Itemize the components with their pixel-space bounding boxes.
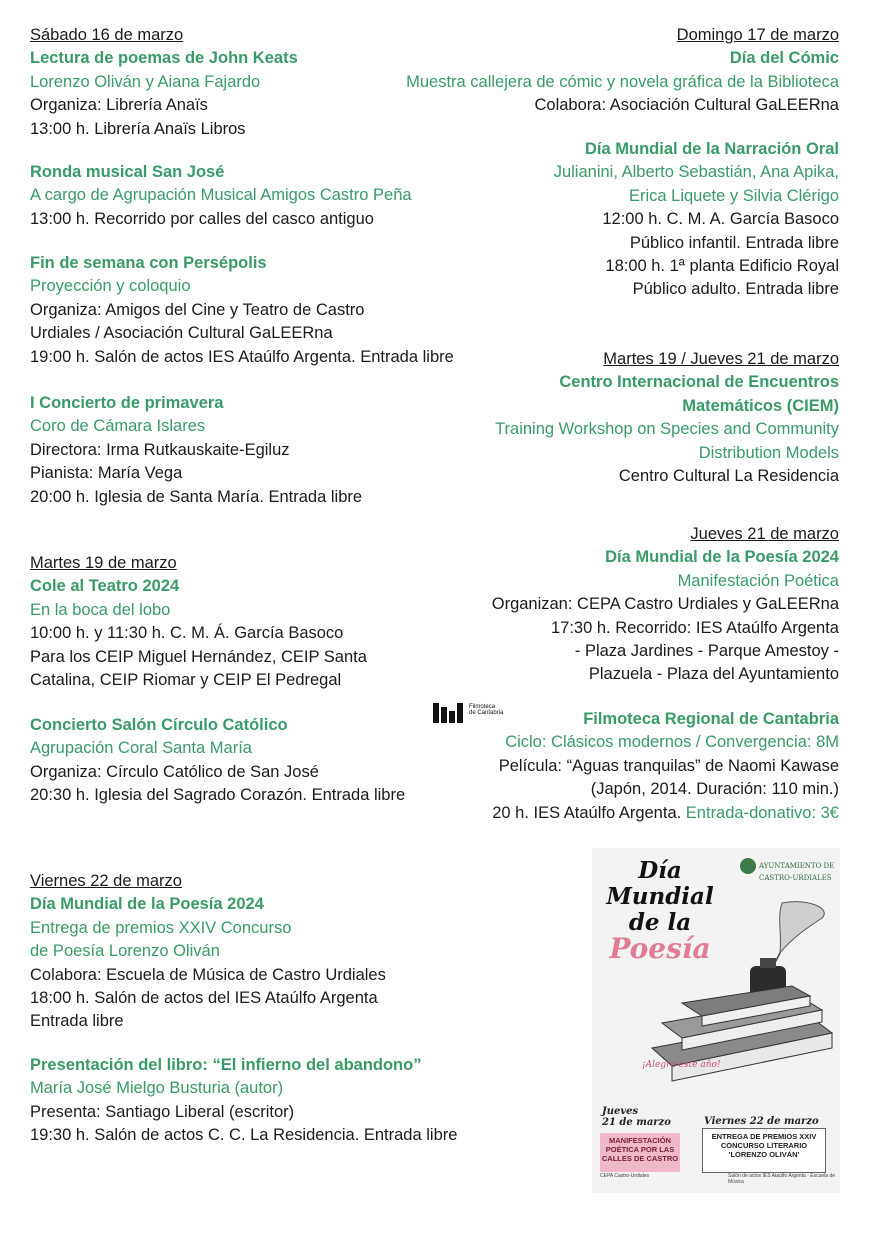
event-detail: 20:30 h. Iglesia del Sagrado Corazón. Entrada libre: [30, 786, 406, 805]
event-detail: 18:00 h. 1ª planta Edificio Royal: [605, 257, 839, 276]
event-title: Centro Internacional de Encuentros: [559, 373, 839, 392]
event-detail: Para los CEIP Miguel Hernández, CEIP Santa: [30, 647, 367, 666]
event-detail-text: 20 h. IES Ataúlfo Argenta.: [492, 803, 686, 822]
event-detail: Centro Cultural La Residencia: [618, 467, 839, 486]
event-title: Día Mundial de la Narración Oral: [585, 140, 839, 158]
event-title: Lectura de poemas de John Keats: [30, 49, 298, 68]
event-subtitle: Distribution Models: [698, 443, 839, 462]
date-heading: Jueves 21 de marzo: [690, 525, 839, 543]
event-detail: 10:00 h. y 11:30 h. C. M. Á. García Basoco: [30, 624, 344, 643]
event-detail: Entrada libre: [30, 1012, 124, 1031]
event-subtitle: Muestra callejera de cómic y novela gráfica de la Biblioteca: [406, 72, 839, 91]
event-detail: Público adulto. Entrada libre: [632, 280, 839, 299]
event-detail: Colabora: Escuela de Música de Castro Urdiales: [30, 965, 386, 984]
poster-small-text: Salón de actos IES Ataúlfo Argenta · Escuela de Música: [728, 1173, 836, 1185]
event-title: Día del Cómic: [729, 49, 839, 68]
event-detail: [409, 802, 839, 825]
shield-icon: [740, 858, 756, 874]
event-detail: 13:00 h. Recorrido por calles del casco antiguo: [30, 209, 374, 228]
logo-text: Filmoteca: [469, 704, 496, 710]
event-title: Filmoteca Regional de Cantabria: [583, 710, 839, 728]
event-title: I Concierto de primavera: [30, 394, 224, 412]
event-detail: Directora: Irma Rutkauskaite-Egiluz: [30, 440, 290, 459]
event-detail: Plazuela - Plaza del Ayuntamiento: [588, 665, 839, 684]
event-detail: Organiza: Librería Anaïs: [30, 96, 208, 115]
event-detail: Pianista: María Vega: [30, 464, 183, 483]
event-title: Día Mundial de la Poesía 2024: [605, 548, 839, 567]
left-event: [30, 252, 460, 369]
left-event: [30, 161, 460, 231]
left-section: [30, 552, 460, 692]
event-detail: 13:00 h. Librería Anaïs Libros: [30, 119, 246, 138]
right-section: [409, 348, 839, 488]
event-detail: 12:00 h. C. M. A. García Basoco: [602, 210, 839, 229]
event-subtitle: En la boca del lobo: [30, 600, 171, 619]
event-subtitle: Lorenzo Oliván y Aiana Fajardo: [30, 72, 261, 91]
event-detail: 18:00 h. Salón de actos del IES Ataúlfo Argenta: [30, 989, 378, 1008]
event-title: Día Mundial de la Poesía 2024: [30, 895, 264, 914]
left-event: [30, 392, 460, 509]
event-subtitle: de Poesía Lorenzo Oliván: [30, 942, 220, 961]
event-detail: Organiza: Amigos del Cine y Teatro de Castro: [30, 300, 365, 319]
event-detail: Público infantil. Entrada libre: [629, 233, 839, 252]
event-subtitle: Agrupación Coral Santa María: [30, 739, 252, 758]
event-subtitle: Training Workshop on Species and Community: [495, 420, 839, 439]
event-detail: - Plaza Jardines - Parque Amestoy -: [574, 642, 839, 661]
date-heading: Domingo 17 de marzo: [676, 26, 839, 44]
poster-slogan: ¡Alegra este año!: [642, 1060, 721, 1070]
event-subtitle: Entrega de premios XXIV Concurso: [30, 918, 292, 937]
event-title: Matemáticos (CIEM): [682, 396, 839, 415]
event-detail: 19:00 h. Salón de actos IES Ataúlfo Argenta. Entrada libre: [30, 347, 454, 366]
event-detail: Organiza: Círculo Católico de San José: [30, 762, 319, 781]
right-event: [409, 708, 839, 825]
event-subtitle: Coro de Cámara Islares: [30, 417, 206, 436]
event-subtitle: Manifestación Poética: [677, 571, 839, 590]
event-title: Ronda musical San José: [30, 163, 225, 181]
poster-box: ENTREGA DE PREMIOS XXIV CONCURSO LITERARIO 'LORENZO OLIVÁN': [702, 1128, 826, 1173]
date-heading: Viernes 22 de marzo: [30, 872, 182, 890]
event-title: Cole al Teatro 2024: [30, 577, 180, 596]
event-detail: Colabora: Asociación Cultural GaLEERna: [534, 96, 839, 115]
left-event: [30, 714, 460, 808]
event-detail: 20:00 h. Iglesia de Santa María. Entrada libre: [30, 487, 363, 506]
event-title: Concierto Salón Círculo Católico: [30, 716, 288, 734]
event-detail: Película: “Aguas tranquilas” de Naomi Kawase: [498, 756, 839, 775]
event-detail: (Japón, 2014. Duración: 110 min.): [590, 780, 839, 799]
right-section: [409, 523, 839, 687]
event-title: Presentación del libro: “El infierno del abandono”: [30, 1056, 422, 1074]
event-detail: Organizan: CEPA Castro Urdiales y GaLEERna: [491, 595, 839, 614]
date-heading: Martes 19 / Jueves 21 de marzo: [603, 350, 839, 368]
event-detail: Urdiales / Asociación Cultural GaLEERna: [30, 324, 333, 343]
event-subtitle: Erica Liquete y Silvia Clérigo: [628, 186, 839, 205]
right-event: [409, 138, 839, 302]
event-subtitle: Ciclo: Clásicos modernos / Convergencia: 8M: [505, 733, 839, 752]
right-section: [279, 24, 839, 118]
left-event: [30, 1054, 460, 1148]
event-detail: Catalina, CEIP Riomar y CEIP El Pedregal: [30, 671, 342, 690]
poesia-poster: [592, 848, 840, 1193]
ayuntamiento-logo: AYUNTAMIENTO DE CASTRO-URDIALES: [740, 858, 835, 882]
price-text: Entrada-donativo: 3€: [685, 803, 839, 822]
event-subtitle: A cargo de Agrupación Musical Amigos Castro Peña: [30, 186, 412, 205]
poster-small-text: CEPA Castro-Urdiales: [600, 1173, 650, 1179]
left-section: [30, 870, 460, 1034]
poster-date: Viernes 22 de marzo: [704, 1116, 819, 1127]
event-subtitle: María José Mielgo Busturia (autor): [30, 1079, 284, 1098]
event-title: Fin de semana con Persépolis: [30, 254, 267, 272]
date-heading: Martes 19 de marzo: [30, 554, 177, 572]
poster-title: Día Mundial de la Poesía: [606, 857, 714, 965]
poster-box: MANIFESTACIÓN POÉTICA POR LAS CALLES DE CASTRO: [600, 1133, 680, 1172]
event-subtitle: Julianini, Alberto Sebastián, Ana Apika,: [553, 163, 839, 182]
event-detail: 19:30 h. Salón de actos C. C. La Residencia. Entrada libre: [30, 1126, 458, 1145]
date-heading: Sábado 16 de marzo: [30, 26, 184, 44]
event-detail: 17:30 h. Recorrido: IES Ataúlfo Argenta: [550, 618, 839, 637]
poster-date: Jueves 21 de marzo: [602, 1106, 671, 1128]
event-detail: Presenta: Santiago Liberal (escritor): [30, 1102, 295, 1121]
logo-text: de Cantabria: [469, 710, 504, 716]
event-subtitle: Proyección y coloquio: [30, 277, 191, 296]
